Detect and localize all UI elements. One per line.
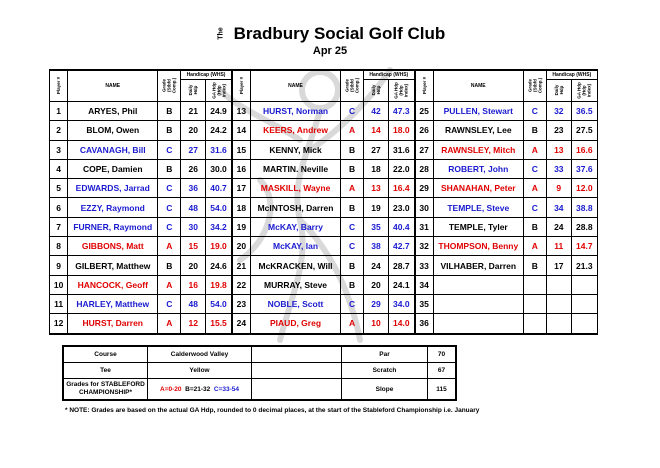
header-daily — [181, 80, 206, 102]
player-daily-hdp: 19 — [364, 198, 389, 217]
player-grade: A — [158, 275, 181, 294]
player-daily-hdp: 17 — [546, 256, 571, 275]
player-name: EDWARDS, Jarrad — [68, 179, 158, 198]
player-name: FURNER, Raymond — [68, 217, 158, 236]
player-ga-hdp: 34.0 — [389, 294, 415, 313]
player-grade: C — [158, 140, 181, 159]
title-prefix: The — [217, 27, 225, 40]
player-name: ARYES, Phil — [68, 102, 158, 121]
player-daily-hdp: 16 — [181, 275, 206, 294]
header-name-label: NAME — [288, 83, 303, 89]
player-ga-hdp: 31.6 — [389, 140, 415, 159]
player-ga-hdp: 31.6 — [206, 140, 232, 159]
player-name: SHANAHAN, Peter — [433, 179, 523, 198]
header-player-no — [415, 70, 434, 102]
player-name: HARLEY, Matthew — [68, 294, 158, 313]
player-name: HURST, Darren — [68, 314, 158, 334]
tee-spacer — [252, 363, 342, 379]
player-ga-hdp: 42.7 — [389, 237, 415, 256]
player-number: 26 — [415, 121, 434, 140]
player-name: TEMPLE, Tyler — [433, 217, 523, 236]
player-name: THOMPSON, Benny — [433, 237, 523, 256]
player-number: 13 — [232, 102, 251, 121]
player-ga-hdp: 18.0 — [389, 121, 415, 140]
player-number: 17 — [232, 179, 251, 198]
player-daily-hdp: 18 — [364, 159, 389, 178]
player-number: 24 — [232, 314, 251, 334]
player-number: 14 — [232, 121, 251, 140]
header-handicap-group — [181, 70, 232, 80]
header-name — [251, 70, 341, 102]
club-title-block — [0, 24, 660, 44]
player-daily-hdp: 20 — [181, 121, 206, 140]
player-ga-hdp: 24.2 — [206, 121, 232, 140]
table-row — [50, 121, 598, 140]
table-row — [50, 294, 598, 313]
player-ga-hdp: 28.7 — [389, 256, 415, 275]
player-daily-hdp — [546, 294, 571, 313]
player-daily-hdp: 38 — [364, 237, 389, 256]
player-name: EZZY, Raymond — [68, 198, 158, 217]
player-grade: A — [523, 179, 546, 198]
header-player-no — [232, 70, 251, 102]
player-name: MARTIN. Neville — [251, 159, 341, 178]
player-grade: C — [158, 179, 181, 198]
player-daily-hdp: 35 — [364, 217, 389, 236]
player-ga-hdp: 14.7 — [571, 237, 597, 256]
player-daily-hdp: 20 — [181, 256, 206, 275]
player-grade: C — [523, 102, 546, 121]
player-number: 22 — [232, 275, 251, 294]
player-ga-hdp: 30.0 — [206, 159, 232, 178]
player-ga-hdp: 40.4 — [389, 217, 415, 236]
player-daily-hdp: 32 — [546, 102, 571, 121]
player-daily-hdp: 12 — [181, 314, 206, 334]
player-grade: A — [523, 237, 546, 256]
player-name: HURST, Norman — [251, 102, 341, 121]
grades-value — [148, 379, 252, 400]
player-ga-hdp: 28.8 — [571, 217, 597, 236]
header-grade — [158, 70, 181, 102]
header-handicap-group — [364, 70, 415, 80]
header-ga — [206, 80, 232, 102]
grades-spacer — [252, 379, 342, 400]
header-grade-label: Grade (Stbfd Comp.) — [527, 77, 543, 94]
player-grade — [523, 314, 546, 334]
player-number: 30 — [415, 198, 434, 217]
header-daily-label: Daily Hdp — [553, 84, 564, 96]
player-number: 35 — [415, 294, 434, 313]
player-number: 33 — [415, 256, 434, 275]
header-grade — [523, 70, 546, 102]
player-name: MASKILL, Wayne — [251, 179, 341, 198]
player-name — [433, 294, 523, 313]
player-daily-hdp: 33 — [546, 159, 571, 178]
player-number: 1 — [50, 102, 68, 121]
player-daily-hdp: 20 — [364, 275, 389, 294]
table-row — [50, 217, 598, 236]
player-number: 15 — [232, 140, 251, 159]
header-name-label: NAME — [470, 83, 486, 89]
player-ga-hdp: 15.5 — [206, 314, 232, 334]
header-ga-label: GA Hdp (Hdp Index) — [211, 81, 227, 99]
player-ga-hdp: 47.3 — [389, 102, 415, 121]
player-name: PIAUD, Greg — [251, 314, 341, 334]
player-name: VILHABER, Darren — [433, 256, 523, 275]
player-grade: A — [341, 121, 364, 140]
player-name: GIBBONS, Matt — [68, 237, 158, 256]
player-grade — [523, 275, 546, 294]
player-ga-hdp: 21.3 — [571, 256, 597, 275]
player-grade: B — [158, 102, 181, 121]
player-daily-hdp: 42 — [364, 102, 389, 121]
grade-b-range: B=21-32 — [185, 385, 211, 393]
player-grade: C — [158, 217, 181, 236]
player-daily-hdp: 21 — [181, 102, 206, 121]
player-ga-hdp: 19.0 — [206, 237, 232, 256]
player-number: 7 — [50, 217, 68, 236]
player-daily-hdp: 14 — [364, 121, 389, 140]
player-name: McKAY, Ian — [251, 237, 341, 256]
player-name: MURRAY, Steve — [251, 275, 341, 294]
player-grade: B — [341, 140, 364, 159]
player-ga-hdp: 19.8 — [206, 275, 232, 294]
player-number: 23 — [232, 294, 251, 313]
par-value: 70 — [428, 347, 456, 363]
player-name: RAWNSLEY, Mitch — [433, 140, 523, 159]
course-spacer — [252, 347, 342, 363]
player-ga-hdp: 54.0 — [206, 198, 232, 217]
players-table — [49, 69, 598, 335]
player-number: 19 — [232, 217, 251, 236]
player-name: TEMPLE, Steve — [433, 198, 523, 217]
scratch-value: 67 — [428, 363, 456, 379]
player-grade: B — [341, 198, 364, 217]
player-name: GILBERT, Matthew — [68, 256, 158, 275]
player-name: COPE, Damien — [68, 159, 158, 178]
player-number: 25 — [415, 102, 434, 121]
player-daily-hdp: 27 — [181, 140, 206, 159]
player-grade: B — [341, 275, 364, 294]
player-daily-hdp: 10 — [364, 314, 389, 334]
player-name: ROBERT, John — [433, 159, 523, 178]
tee-value: Yellow — [148, 363, 252, 379]
player-name: PULLEN, Stewart — [433, 102, 523, 121]
player-ga-hdp: 24.1 — [389, 275, 415, 294]
player-grade: B — [158, 121, 181, 140]
header-player-no-label: Player # — [421, 76, 427, 95]
player-grade — [523, 294, 546, 313]
player-grade: B — [158, 159, 181, 178]
player-ga-hdp: 16.4 — [389, 179, 415, 198]
player-number: 6 — [50, 198, 68, 217]
player-grade: A — [341, 179, 364, 198]
player-ga-hdp: 16.6 — [571, 140, 597, 159]
player-number: 28 — [415, 159, 434, 178]
header-player-no-label: Player # — [238, 76, 244, 95]
player-number: 29 — [415, 179, 434, 198]
player-ga-hdp: 23.0 — [389, 198, 415, 217]
grades-label: Grades for STABLEFORD CHAMPIONSHIP* — [64, 379, 148, 400]
player-grade: C — [158, 294, 181, 313]
club-title: Bradbury Social Golf Club — [233, 24, 446, 43]
player-grade: A — [158, 314, 181, 334]
player-grade: B — [523, 256, 546, 275]
tee-label: Tee — [64, 363, 148, 379]
header-handicap-label: Handicap (WHS) — [369, 72, 409, 78]
table-row — [50, 159, 598, 178]
header-daily-label: Daily Hdp — [371, 84, 382, 96]
header-ga-label: GA Hdp (Hdp Index) — [393, 81, 409, 99]
player-daily-hdp: 24 — [546, 217, 571, 236]
table-row — [50, 314, 598, 334]
player-grade: A — [158, 237, 181, 256]
player-grade: C — [523, 198, 546, 217]
player-ga-hdp: 24.6 — [206, 256, 232, 275]
player-grade: B — [158, 256, 181, 275]
player-number: 20 — [232, 237, 251, 256]
player-name: KENNY, Mick — [251, 140, 341, 159]
player-grade: C — [341, 294, 364, 313]
player-name: HANCOCK, Geoff — [68, 275, 158, 294]
slope-label: Slope — [342, 379, 428, 400]
player-daily-hdp: 48 — [181, 198, 206, 217]
player-name — [433, 314, 523, 334]
table-row — [50, 275, 598, 294]
player-grade: B — [523, 121, 546, 140]
player-number: 10 — [50, 275, 68, 294]
player-daily-hdp — [546, 314, 571, 334]
header-handicap-label: Handicap (WHS) — [186, 72, 226, 78]
player-number: 21 — [232, 256, 251, 275]
player-grade: A — [523, 140, 546, 159]
header-ga-label: GA Hdp (Hdp Index) — [576, 81, 592, 99]
player-daily-hdp: 13 — [364, 179, 389, 198]
player-number: 34 — [415, 275, 434, 294]
header-daily-label: Daily Hdp — [188, 84, 199, 96]
player-name: McKRACKEN, Will — [251, 256, 341, 275]
player-name: KEERS, Andrew — [251, 121, 341, 140]
player-number: 8 — [50, 237, 68, 256]
player-daily-hdp: 9 — [546, 179, 571, 198]
player-number: 11 — [50, 294, 68, 313]
header-ga — [389, 80, 415, 102]
grade-c-range: C=33-54 — [213, 385, 239, 393]
player-daily-hdp: 13 — [546, 140, 571, 159]
par-label: Par — [342, 347, 428, 363]
player-daily-hdp: 15 — [181, 237, 206, 256]
player-grade: C — [341, 217, 364, 236]
player-ga-hdp: 37.6 — [571, 159, 597, 178]
header-ga — [571, 80, 597, 102]
player-daily-hdp: 26 — [181, 159, 206, 178]
player-number: 32 — [415, 237, 434, 256]
player-ga-hdp: 36.5 — [571, 102, 597, 121]
player-name: RAWNSLEY, Lee — [433, 121, 523, 140]
player-number: 5 — [50, 179, 68, 198]
player-number: 4 — [50, 159, 68, 178]
player-ga-hdp: 34.2 — [206, 217, 232, 236]
player-number: 36 — [415, 314, 434, 334]
header-name — [68, 70, 158, 102]
player-name: BLOM, Owen — [68, 121, 158, 140]
header-grade-label: Grade (Stbfd Comp.) — [344, 77, 360, 94]
header-grade-label: Grade (Stbfd Comp.) — [161, 77, 177, 94]
scratch-label: Scratch — [342, 363, 428, 379]
header-handicap-group — [546, 70, 597, 80]
table-row — [50, 256, 598, 275]
player-ga-hdp — [571, 275, 597, 294]
table-row — [50, 179, 598, 198]
date-label: Apr 25 — [312, 45, 348, 57]
player-ga-hdp: 38.8 — [571, 198, 597, 217]
player-grade: C — [341, 237, 364, 256]
player-daily-hdp: 36 — [181, 179, 206, 198]
course-label: Course — [64, 347, 148, 363]
player-number: 12 — [50, 314, 68, 334]
player-ga-hdp: 27.5 — [571, 121, 597, 140]
table-row — [50, 198, 598, 217]
player-daily-hdp — [546, 275, 571, 294]
course-info-table — [63, 346, 456, 400]
player-daily-hdp: 34 — [546, 198, 571, 217]
player-name — [433, 275, 523, 294]
player-daily-hdp: 23 — [546, 121, 571, 140]
header-grade — [341, 70, 364, 102]
player-grade: C — [341, 102, 364, 121]
player-grade: B — [341, 256, 364, 275]
player-number: 31 — [415, 217, 434, 236]
player-name: McINTOSH, Darren — [251, 198, 341, 217]
player-ga-hdp: 14.0 — [389, 314, 415, 334]
player-grade: C — [523, 159, 546, 178]
player-ga-hdp — [571, 294, 597, 313]
player-grade: A — [341, 314, 364, 334]
player-number: 9 — [50, 256, 68, 275]
player-grade: B — [341, 159, 364, 178]
header-handicap-label: Handicap (WHS) — [552, 72, 592, 78]
course-value: Calderwood Valley — [148, 347, 252, 363]
player-daily-hdp: 48 — [181, 294, 206, 313]
player-ga-hdp: 40.7 — [206, 179, 232, 198]
player-daily-hdp: 30 — [181, 217, 206, 236]
player-ga-hdp — [571, 314, 597, 334]
player-daily-hdp: 27 — [364, 140, 389, 159]
table-row — [50, 102, 598, 121]
player-name: McKAY, Barry — [251, 217, 341, 236]
player-number: 2 — [50, 121, 68, 140]
table-row — [50, 140, 598, 159]
header-daily — [546, 80, 571, 102]
player-ga-hdp: 12.0 — [571, 179, 597, 198]
header-daily — [364, 80, 389, 102]
player-grade: C — [158, 198, 181, 217]
player-number: 27 — [415, 140, 434, 159]
player-name: CAVANAGH, Bill — [68, 140, 158, 159]
player-ga-hdp: 22.0 — [389, 159, 415, 178]
header-name-label: NAME — [105, 83, 121, 89]
grade-a-range: A=0-20 — [160, 385, 182, 393]
table-row — [50, 237, 598, 256]
player-number: 3 — [50, 140, 68, 159]
player-grade: B — [523, 217, 546, 236]
player-daily-hdp: 29 — [364, 294, 389, 313]
player-daily-hdp: 11 — [546, 237, 571, 256]
header-player-no — [50, 70, 68, 102]
player-number: 18 — [232, 198, 251, 217]
player-ga-hdp: 24.9 — [206, 102, 232, 121]
header-player-no-label: Player # — [56, 76, 62, 95]
player-ga-hdp: 54.0 — [206, 294, 232, 313]
grades-note: * NOTE: Grades are based on the actual GA Hdp, rounded to 0 decimal places, at the start of the Stableford Championship i.e. January — [65, 407, 480, 414]
slope-value: 115 — [428, 379, 456, 400]
player-name: NOBLE, Scott — [251, 294, 341, 313]
player-daily-hdp: 24 — [364, 256, 389, 275]
header-name — [433, 70, 523, 102]
player-number: 16 — [232, 159, 251, 178]
